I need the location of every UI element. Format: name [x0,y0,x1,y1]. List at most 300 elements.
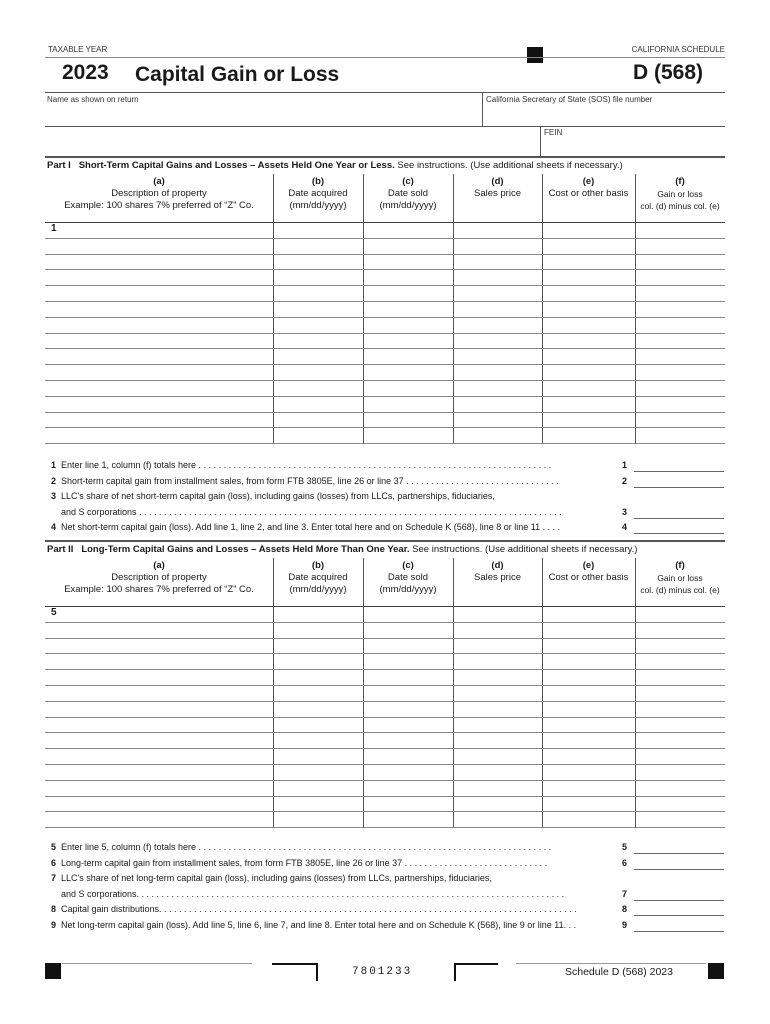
entry-cell-f[interactable] [637,270,723,284]
column-subtitle: Example: 100 shares 7% preferred of “Z” Co. [64,584,254,595]
entry-cell-a[interactable] [47,702,271,716]
entry-cell-e[interactable] [544,349,633,363]
entry-cell-d[interactable] [455,812,540,826]
name-field-line2[interactable] [45,128,539,156]
entry-cell-f[interactable] [637,255,723,269]
summary-line [51,904,631,914]
line-number: 7 [51,873,57,883]
entry-cell-d[interactable] [455,765,540,779]
entry-cell-b[interactable] [275,413,361,427]
column-letter: (c) [402,176,414,187]
column-subtitle: col. (d) minus col. (e) [640,201,720,211]
line-number: 6 [51,857,57,868]
entry-cell-e[interactable] [544,397,633,411]
column-letter: (e) [582,560,595,571]
column-divider [363,174,364,443]
entry-cell-d[interactable] [455,334,540,348]
entry-cell-c[interactable] [365,686,451,700]
line-text: Short-term capital gain from installment sales, from form FTB 3805E, line 26 or line 37 . . . . . . . . . . . . . . . . . . . . . . . . . . . . . . . [61,475,559,486]
entry-cell-d[interactable] [455,270,540,284]
entry-cell-a[interactable] [47,639,271,653]
entry-cell-a[interactable] [47,670,271,684]
entry-cell-c[interactable] [365,334,451,348]
entry-cell-e[interactable] [544,702,633,716]
sos-divider [482,92,483,126]
entry-cell-f[interactable] [637,639,723,653]
column-letter: (d) [491,560,504,571]
entry-cell-b[interactable] [275,607,361,621]
entry-cell-e[interactable] [544,654,633,668]
line-text: LLC's share of net long-term capital gain (loss), including gains (losses) from LLCs, partnerships, fiduciaries, [61,873,492,883]
column-letter: (f) [675,560,685,571]
entry-cell-e[interactable] [544,286,633,300]
entry-cell-d[interactable] [455,797,540,811]
entry-cell-f[interactable] [637,381,723,395]
line-number: 3 [51,491,57,501]
entry-cell-a[interactable] [47,749,271,763]
entry-cell-b[interactable] [275,239,361,253]
entry-cell-a[interactable] [47,733,271,747]
summary-line [51,873,631,883]
column-title: Description of property [111,572,207,583]
schedule-label: CALIFORNIA SCHEDULE [631,45,725,54]
entry-cell-b[interactable] [275,765,361,779]
entry-cell-e[interactable] [544,365,633,379]
column-title: Description of property [111,188,207,199]
column-header-e [542,560,635,584]
schedule-id: D (568) [632,61,703,84]
entry-cell-e[interactable] [544,318,633,332]
entry-cell-c[interactable] [365,286,451,300]
entry-line-number: 5 [51,607,57,618]
entry-cell-d[interactable] [455,686,540,700]
amount-field[interactable] [634,518,724,519]
amount-field[interactable] [634,533,724,534]
entry-cell-f[interactable] [637,413,723,427]
part2-heading [47,544,637,555]
entry-cell-a[interactable] [47,607,271,621]
line-number: 4 [51,522,57,532]
entry-cell-c[interactable] [365,781,451,795]
entry-cell-b[interactable] [275,381,361,395]
entry-cell-a[interactable] [47,286,271,300]
column-letter: (a) [153,560,165,571]
entry-cell-e[interactable] [544,255,633,269]
line-text: Net short-term capital gain (loss). Add line 1, line 2, and line 3. Enter total here and on Schedule K (568), line 8 or line 11 . . . . [61,522,561,532]
column-title: Cost or other basis [548,572,629,583]
column-header-f [635,560,725,596]
entry-cell-d[interactable] [455,639,540,653]
entry-cell-f[interactable] [637,812,723,826]
line-text: Long-term capital gain from installment sales, from form FTB 3805E, line 26 or line 37 . . . . . . . . . . . . . . . . . . . . . . . . . . . . . [61,857,548,868]
entry-cell-c[interactable] [365,302,451,316]
entry-cell-e[interactable] [544,765,633,779]
summary-line [51,491,631,501]
entry-cell-b[interactable] [275,797,361,811]
entry-cell-c[interactable] [365,223,451,237]
entry-cell-f[interactable] [637,286,723,300]
name-field[interactable] [45,104,481,126]
line-number: 2 [51,475,57,486]
entry-cell-e[interactable] [544,334,633,348]
entry-cell-a[interactable] [47,797,271,811]
line-text: Capital gain distributions. . . . . . . . . . . . . . . . . . . . . . . . . . . . . . . . . . . . . . . . . . . . . . . . . . . . . . . . . . . . . . . . . . . . . . . . . . . . . . . . . . . . [61,904,577,914]
footer-mark-left [45,963,61,979]
column-divider [453,174,454,443]
entry-cell-e[interactable] [544,797,633,811]
entry-cell-a[interactable] [47,334,271,348]
fein-field[interactable] [542,136,724,156]
column-subtitle: col. (d) minus col. (e) [640,585,720,595]
entry-cell-d[interactable] [455,718,540,732]
entry-cell-f[interactable] [637,334,723,348]
entry-cell-e[interactable] [544,686,633,700]
entry-cell-d[interactable] [455,413,540,427]
entry-cell-b[interactable] [275,639,361,653]
column-letter: (a) [153,176,165,187]
entry-cell-f[interactable] [637,733,723,747]
part2-instructions: See instructions. (Use additional sheets if necessary.) [409,544,638,555]
entry-cell-c[interactable] [365,365,451,379]
entry-cell-d[interactable] [455,702,540,716]
entry-cell-c[interactable] [365,702,451,716]
entry-cell-b[interactable] [275,670,361,684]
part1-instructions: See instructions. (Use additional sheets if necessary.) [394,160,623,171]
entry-cell-e[interactable] [544,812,633,826]
entry-cell-c[interactable] [365,318,451,332]
column-divider [273,558,274,827]
column-header-e [542,176,635,200]
entry-cell-a[interactable] [47,381,271,395]
entry-cell-c[interactable] [365,718,451,732]
entry-cell-b[interactable] [275,686,361,700]
part1-top-rule [45,156,725,158]
entry-cell-b[interactable] [275,654,361,668]
entry-cell-c[interactable] [365,765,451,779]
entry-cell-f[interactable] [637,797,723,811]
entry-cell-b[interactable] [275,255,361,269]
column-divider [273,174,274,443]
part1-table [45,174,725,444]
summary-line [51,920,631,930]
entry-cell-f[interactable] [637,686,723,700]
entry-cell-b[interactable] [275,270,361,284]
part2-top-rule [45,540,725,542]
entry-cell-e[interactable] [544,718,633,732]
entry-cell-a[interactable] [47,239,271,253]
entry-cell-e[interactable] [544,239,633,253]
part1-label: Part I [47,160,71,171]
summary-line [51,476,631,486]
entry-cell-f[interactable] [637,397,723,411]
column-subtitle: (mm/dd/yyyy) [289,200,347,211]
entry-cell-d[interactable] [455,349,540,363]
entry-cell-f[interactable] [637,654,723,668]
part1-title: Short-Term Capital Gains and Losses – Assets Held One Year or Less. [78,160,395,171]
footer-bracket-right [454,963,498,981]
sos-number-field[interactable] [484,104,724,126]
entry-cell-f[interactable] [637,749,723,763]
entry-cell-e[interactable] [544,733,633,747]
summary-line [51,858,631,868]
entry-cell-a[interactable] [47,365,271,379]
entry-cell-f[interactable] [637,302,723,316]
entry-cell-b[interactable] [275,286,361,300]
entry-cell-f[interactable] [637,607,723,621]
footer-rule-right [516,963,706,964]
entry-cell-a[interactable] [47,428,271,442]
entry-cell-f[interactable] [637,702,723,716]
column-divider [635,558,636,827]
entry-cell-d[interactable] [455,239,540,253]
entry-cell-a[interactable] [47,302,271,316]
entry-cell-c[interactable] [365,255,451,269]
line-text: and S corporations . . . . . . . . . . . . . . . . . . . . . . . . . . . . . . . . . . . . . . . . . . . . . . . . . . . . . . . . . . . . . . . . . . . . . . . . . . . . . . . . . . . . . [61,506,562,517]
sos-label: California Secretary of State (SOS) file number [486,95,653,104]
entry-cell-d[interactable] [455,286,540,300]
amount-field[interactable] [634,853,724,854]
entry-cell-a[interactable] [47,718,271,732]
entry-cell-a[interactable] [47,318,271,332]
entry-cell-d[interactable] [455,781,540,795]
entry-cell-a[interactable] [47,765,271,779]
entry-cell-d[interactable] [455,670,540,684]
entry-cell-c[interactable] [365,812,451,826]
line-reference-number: 3 [622,506,628,517]
entry-cell-a[interactable] [47,413,271,427]
line-number: 5 [51,842,57,852]
part1-heading [47,160,623,171]
column-subtitle: (mm/dd/yyyy) [379,200,437,211]
column-divider [542,558,543,827]
amount-field[interactable] [634,869,724,870]
column-subtitle: Example: 100 shares 7% preferred of “Z” Co. [64,200,254,211]
entry-cell-a[interactable] [47,654,271,668]
column-letter: (c) [402,560,414,571]
amount-field[interactable] [634,915,724,916]
entry-cell-e[interactable] [544,670,633,684]
entry-cell-c[interactable] [365,654,451,668]
row-rule [45,827,725,828]
column-divider [635,174,636,443]
entry-cell-d[interactable] [455,623,540,637]
entry-cell-b[interactable] [275,702,361,716]
entry-cell-f[interactable] [637,239,723,253]
entry-cell-e[interactable] [544,428,633,442]
entry-cell-b[interactable] [275,318,361,332]
line-number: 8 [51,904,57,914]
column-letter: (e) [582,176,595,187]
entry-cell-b[interactable] [275,733,361,747]
column-header-c [363,176,453,212]
line-reference-number: 1 [622,460,628,470]
line-text: Net long-term capital gain (loss). Add line 5, line 6, line 7, and line 8. Enter total here and on Schedule K (568), line 9 or line 11. . . [61,919,577,930]
entry-cell-f[interactable] [637,781,723,795]
header-rule [45,92,725,93]
entry-cell-d[interactable] [455,749,540,763]
amount-field[interactable] [634,931,724,932]
column-letter: (b) [311,176,325,187]
summary-line [51,507,631,517]
entry-cell-b[interactable] [275,349,361,363]
entry-cell-b[interactable] [275,718,361,732]
entry-cell-c[interactable] [365,670,451,684]
summary-line [51,522,631,532]
entry-cell-e[interactable] [544,381,633,395]
column-header-d [453,176,542,200]
column-header-c [363,560,453,596]
line-reference-number: 7 [622,888,628,899]
registration-mark [527,47,543,63]
entry-cell-b[interactable] [275,623,361,637]
column-header-a [45,176,273,212]
header-divider [45,57,725,58]
form-title: Capital Gain or Loss [135,63,340,86]
entry-cell-c[interactable] [365,349,451,363]
entry-cell-e[interactable] [544,639,633,653]
part2-title: Long-Term Capital Gains and Losses – Assets Held More Than One Year. [81,544,410,555]
entry-cell-c[interactable] [365,623,451,637]
tax-year: 2023 [62,61,109,84]
entry-cell-d[interactable] [455,255,540,269]
entry-cell-f[interactable] [637,670,723,684]
column-header-b [273,560,363,596]
footer-bracket-left [272,963,318,981]
entry-cell-d[interactable] [455,654,540,668]
entry-cell-c[interactable] [365,428,451,442]
entry-cell-d[interactable] [455,365,540,379]
summary-line [51,842,631,852]
column-letter: (d) [491,176,504,187]
entry-cell-f[interactable] [637,718,723,732]
entry-cell-f[interactable] [637,428,723,442]
line-number: 1 [51,460,57,470]
summary-line [51,460,631,470]
entry-cell-f[interactable] [637,365,723,379]
entry-cell-d[interactable] [455,428,540,442]
entry-cell-d[interactable] [455,607,540,621]
entry-cell-d[interactable] [455,381,540,395]
entry-cell-c[interactable] [365,413,451,427]
column-header-b [273,176,363,212]
line-reference-number: 2 [622,475,628,486]
part2-table [45,558,725,828]
entry-cell-a[interactable] [47,270,271,284]
column-header-a [45,560,273,596]
entry-cell-f[interactable] [637,765,723,779]
entry-cell-c[interactable] [365,381,451,395]
amount-field[interactable] [634,900,724,901]
line-text: and S corporations. . . . . . . . . . . . . . . . . . . . . . . . . . . . . . . . . . . . . . . . . . . . . . . . . . . . . . . . . . . . . . . . . . . . . . . . . . . . . . . . . . . . . . [61,888,565,899]
column-title: Cost or other basis [548,188,629,199]
column-title: Sales price [474,572,521,583]
entry-cell-e[interactable] [544,781,633,795]
column-title: Date sold [387,572,429,583]
entry-cell-b[interactable] [275,397,361,411]
entry-cell-b[interactable] [275,365,361,379]
line-text: Enter line 1, column (f) totals here . . . . . . . . . . . . . . . . . . . . . . . . . . . . . . . . . . . . . . . . . . . . . . . . . . . . . . . . . . . . . . . . . . . . . . . [61,460,552,470]
entry-cell-b[interactable] [275,334,361,348]
entry-cell-d[interactable] [455,733,540,747]
entry-cell-e[interactable] [544,270,633,284]
taxable-year-label: TAXABLE YEAR [48,45,108,54]
entry-cell-c[interactable] [365,733,451,747]
entry-cell-d[interactable] [455,223,540,237]
entry-cell-d[interactable] [455,302,540,316]
row-rule [45,443,725,444]
entry-cell-a[interactable] [47,349,271,363]
entry-cell-f[interactable] [637,623,723,637]
entry-cell-e[interactable] [544,223,633,237]
footer-mark-right [708,963,724,979]
entry-cell-a[interactable] [47,255,271,269]
column-title: Date acquired [288,572,348,583]
entry-cell-e[interactable] [544,413,633,427]
column-divider [542,174,543,443]
line-text: Enter line 5, column (f) totals here . . . . . . . . . . . . . . . . . . . . . . . . . . . . . . . . . . . . . . . . . . . . . . . . . . . . . . . . . . . . . . . . . . . . . . . [61,842,552,852]
entry-cell-a[interactable] [47,686,271,700]
entry-cell-b[interactable] [275,302,361,316]
entry-cell-e[interactable] [544,749,633,763]
column-subtitle: (mm/dd/yyyy) [289,584,347,595]
entry-cell-c[interactable] [365,607,451,621]
entry-cell-a[interactable] [47,223,271,237]
entry-cell-c[interactable] [365,239,451,253]
line-number: 9 [51,919,57,930]
entry-cell-c[interactable] [365,797,451,811]
column-header-f [635,176,725,212]
column-title: Date acquired [288,188,348,199]
column-subtitle: (mm/dd/yyyy) [379,584,437,595]
entry-cell-d[interactable] [455,318,540,332]
name-label: Name as shown on return [47,95,139,104]
entry-cell-c[interactable] [365,270,451,284]
entry-cell-e[interactable] [544,607,633,621]
entry-cell-b[interactable] [275,428,361,442]
line-reference-number: 5 [622,842,628,852]
entry-cell-a[interactable] [47,397,271,411]
entry-cell-e[interactable] [544,302,633,316]
entry-cell-c[interactable] [365,397,451,411]
amount-field[interactable] [634,471,724,472]
entry-cell-b[interactable] [275,781,361,795]
line-reference-number: 6 [622,857,628,868]
column-title: Sales price [474,188,521,199]
entry-cell-b[interactable] [275,812,361,826]
column-header-d [453,560,542,584]
entry-cell-a[interactable] [47,623,271,637]
entry-cell-a[interactable] [47,781,271,795]
column-letter: (b) [311,560,325,571]
entry-cell-f[interactable] [637,318,723,332]
entry-cell-f[interactable] [637,223,723,237]
column-divider [453,558,454,827]
entry-cell-d[interactable] [455,397,540,411]
column-title: Gain or loss [657,573,703,583]
part2-label: Part II [47,544,74,555]
entry-cell-c[interactable] [365,749,451,763]
entry-cell-a[interactable] [47,812,271,826]
line-reference-number: 9 [622,919,628,930]
entry-cell-b[interactable] [275,749,361,763]
entry-cell-f[interactable] [637,349,723,363]
footer-schedule-label: Schedule D (568) 2023 [565,966,673,978]
amount-field[interactable] [634,487,724,488]
column-divider [363,558,364,827]
entry-cell-e[interactable] [544,623,633,637]
entry-cell-c[interactable] [365,639,451,653]
entry-cell-b[interactable] [275,223,361,237]
